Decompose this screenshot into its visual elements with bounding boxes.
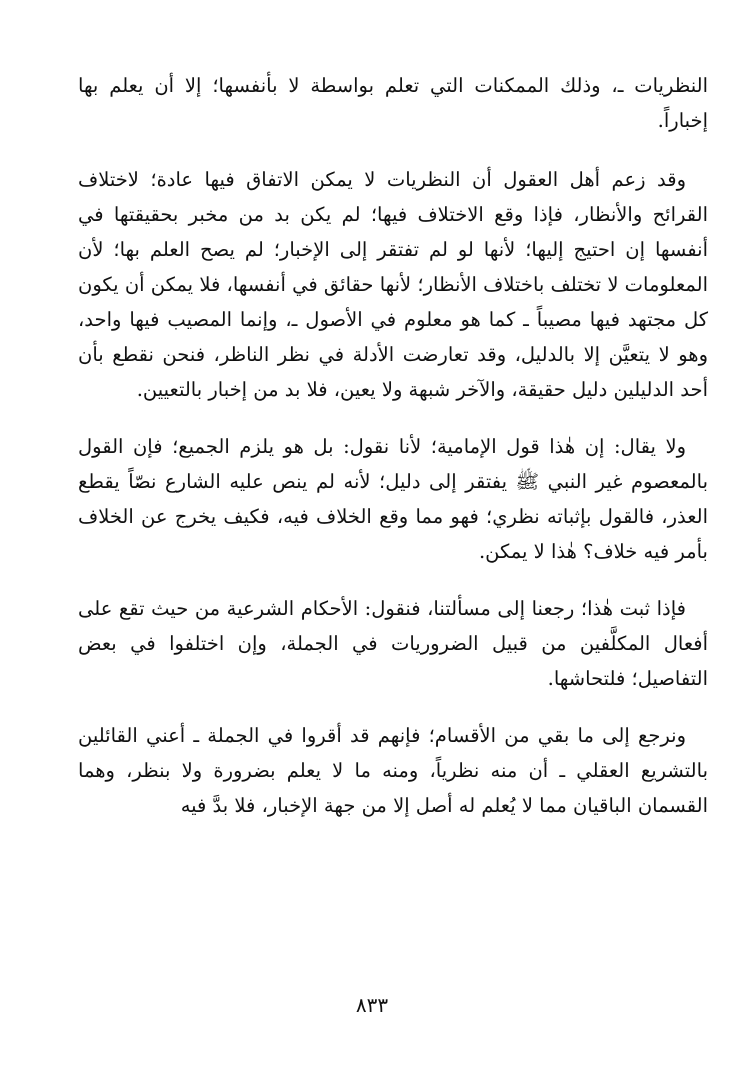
page-body [78, 68, 708, 823]
page-number: ٨٣٣ [355, 993, 389, 1017]
paragraph-5: ونرجع إلى ما بقي من الأقسام؛ فإنهم قد أقروا في الجملة ـ أعني القائلين بالتشريع العقلي ـ أن منه نظرياً، ومنه ما لا يعلم بضرورة ولا بنظر، وهما القسمان الباقيان مما لا يُعلم له أصل إلا من جهة الإخبار، فلا بدَّ فيه [78, 724, 708, 817]
paragraph-gap [78, 407, 708, 429]
paragraph-1: النظريات ـ، وذلك الممكنات التي تعلم بواسطة لا بأنفسها؛ إلا أن يعلم بها إخباراً. [78, 74, 708, 132]
paragraph-gap [78, 569, 708, 591]
paragraph-gap [78, 696, 708, 718]
paragraph-4: فإذا ثبت هٰذا؛ رجعنا إلى مسألتنا، فنقول: الأحكام الشرعية من حيث تقع على أفعال المكلَّفين من قبيل الضروريات في الجملة، وإن اختلفوا في بعض التفاصيل؛ فلتحاشها. [78, 597, 708, 690]
paragraph-2: وقد زعم أهل العقول أن النظريات لا يمكن الاتفاق فيها عادة؛ لاختلاف القرائح والأنظار، فإذا وقع الاختلاف فيها؛ لم يكن بد من مخبر بحقيقتها في أنفسها إن احتيج إليها؛ لأنها لو لم تفتقر إلى الإخبار؛ لم يصح العلم بها؛ لأن المعلومات لا تختلف باختلاف الأنظار؛ لأنها حقائق في أنفسها، فلا يمكن أن يكون كل مجتهد فيها مصيباً ـ كما هو معلوم في الأصول ـ، وإنما المصيب فيها واحد، وهو لا يتعيَّن إلا بالدليل، وقد تعارضت الأدلة في نظر الناظر، فنحن نقطع بأن أحد الدليلين دليل حقيقة، والآخر شبهة ولا يعين، فلا بد من إخبار بالتعيين. [78, 168, 708, 401]
paragraph-3: ولا يقال: إن هٰذا قول الإمامية؛ لأنا نقول: بل هو يلزم الجميع؛ فإن القول بالمعصوم غير النبي ﷺ يفتقر إلى دليل؛ لأنه لم ينص عليه الشارع نصّاً يقطع العذر، فالقول بإثباته نظري؛ فهو مما وقع الخلاف فيه، فكيف يخرج عن الخلاف بأمر فيه خلاف؟ هٰذا لا يمكن. [78, 435, 708, 563]
paragraph-gap [78, 138, 708, 162]
